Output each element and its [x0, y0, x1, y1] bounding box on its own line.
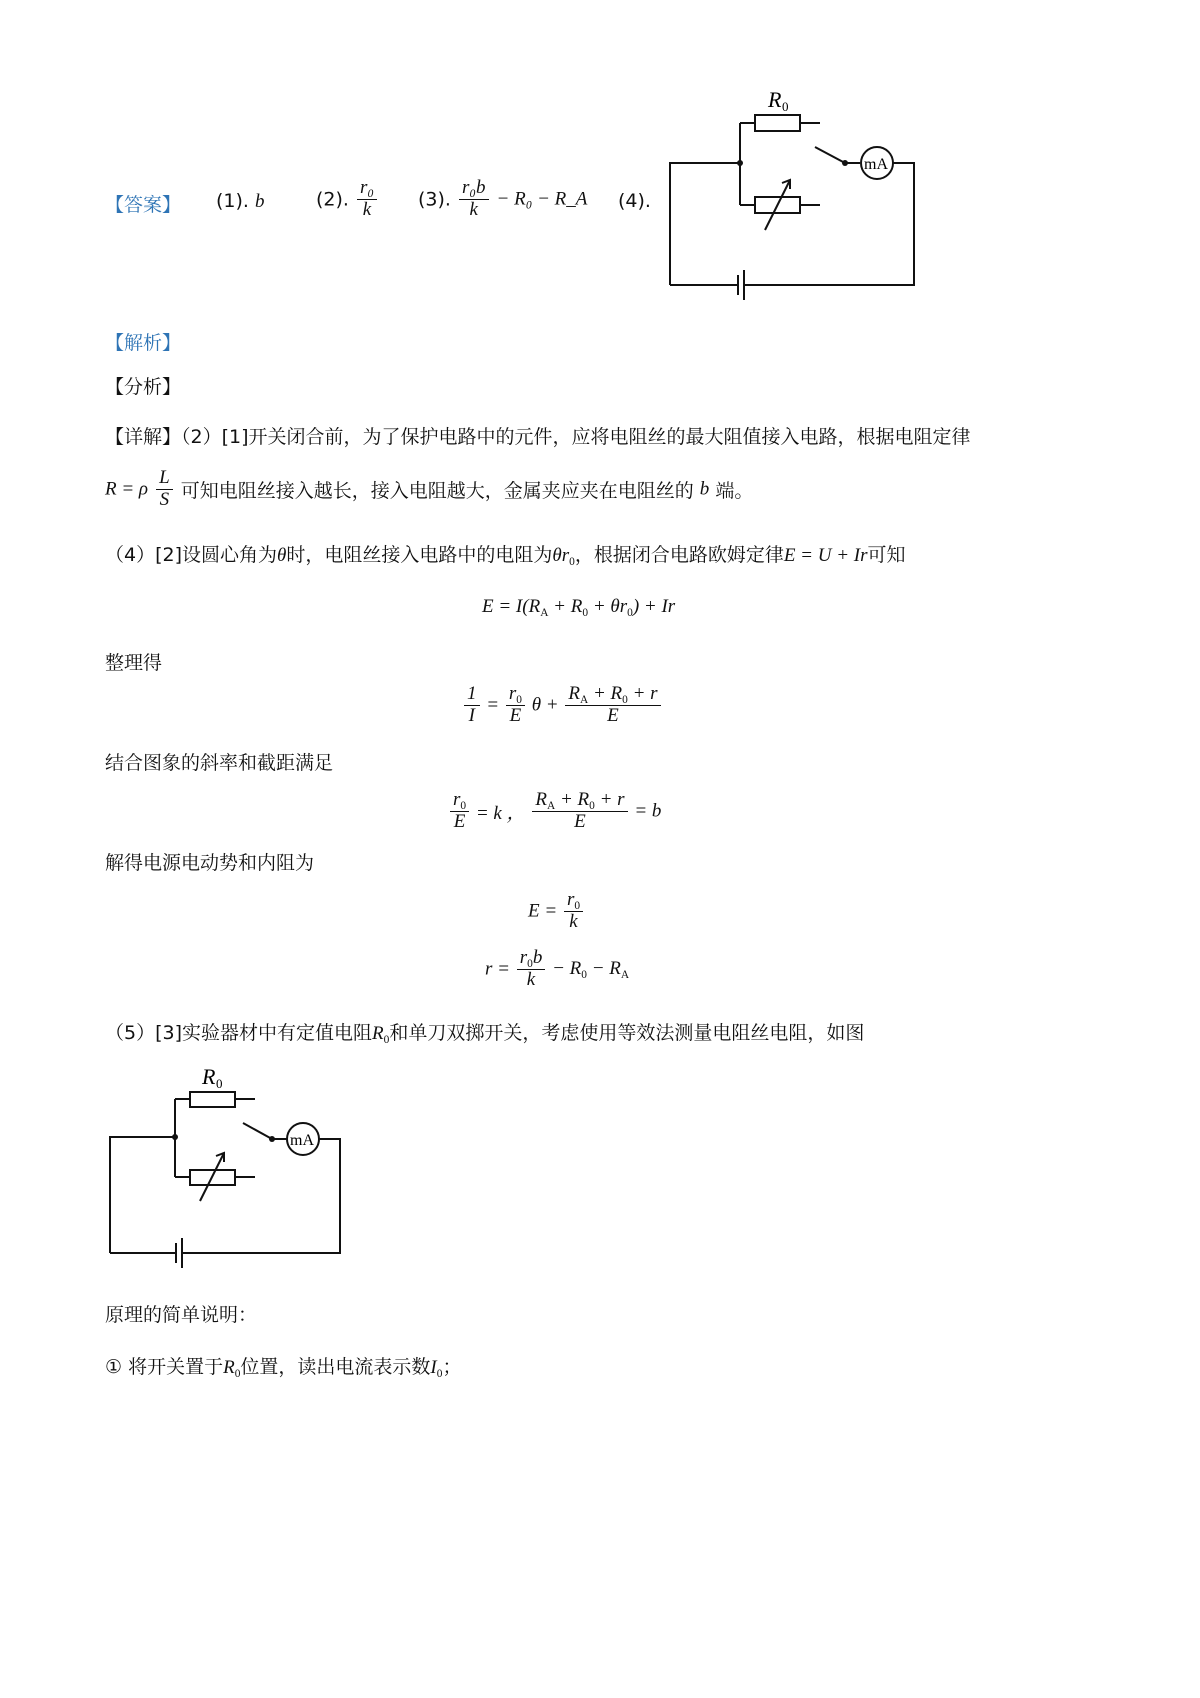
equation-slope-intercept: $\frac{r_0}{E}$ = k ， $\frac{R_A + R_0 + r}{E}$ = b [448, 790, 661, 833]
step-1c: ； [442, 1356, 462, 1378]
meter-label: mA [864, 156, 888, 173]
meter-label-2: mA [290, 1132, 314, 1149]
detail-p1 [105, 422, 971, 449]
rheostat-arrow [765, 180, 790, 230]
detail-p2c: ，根据闭合电路欧姆定律 [574, 544, 784, 566]
answer-3-fraction [459, 178, 489, 221]
equation-ohm: $E = I(R_A + R_0 + \theta r_0) + Ir$ [482, 596, 676, 619]
equation-reciprocal: $\frac{1}{I}$ = $\frac{r_0}{E}$ θ + $\frac{R_A + R_0 + r}{E}$ [462, 684, 663, 727]
equation-emf: E = $\frac{r_0}{k}$ [528, 890, 585, 933]
detail-p2: （4）[2]设圆心角为θ时，电阻丝接入电路中的电阻为$\theta r_0$，根据闭合电路欧姆定律E = U + Ir可知 [105, 544, 906, 568]
step-1a: ① 将开关置于 [105, 1356, 224, 1378]
detail-p5: （5）[3]实验器材中有定值电阻$R_0$和单刀双掷开关，考虑使用等效法测量电阻丝电阻，如图 [105, 1022, 865, 1046]
detail-label: 【详解】 [105, 426, 182, 448]
answer-3-tail: − R₀ − R_A [496, 188, 588, 210]
fenxi-label: 【分析】 [105, 376, 182, 398]
detail-p1b-end: 端。 [715, 479, 754, 502]
detail-p5b: 和单刀双掷开关，考虑使用等效法测量电阻丝电阻，如图 [389, 1022, 865, 1044]
answer-1 [216, 190, 265, 213]
answer-2-index: (2). [316, 188, 349, 211]
detail-p1-text: （2）[1]开关闭合前，为了保护电路中的元件，应将电阻丝的最大阻值接入电路，根据电阻定律 [181, 426, 971, 448]
detail-p2d: 可知 [867, 544, 906, 566]
analysis-label: 【解析】 [105, 332, 182, 354]
detail-p1b-text: 可知电阻丝接入越长，接入电阻越大，金属夹应夹在电阻丝的 [180, 479, 694, 502]
r0-label: R [768, 87, 782, 112]
detail-p2-text: （4）[2]设圆心角为 [105, 544, 278, 566]
answer-label: 【答案】 [105, 194, 182, 216]
detail-p1b: R = ρ $\frac{L}{S}$ 可知电阻丝接入越长，接入电阻越大，金属夹应夹在电阻丝的 b 端。 [105, 467, 754, 510]
answer-2-numerator: r₀ [357, 178, 377, 200]
resistance-fraction: $\frac{L}{S}$ [156, 468, 173, 511]
switch-blade [815, 147, 845, 163]
resistor-r0 [755, 115, 800, 131]
step-1: ① 将开关置于$R_0$位置，读出电流表示数$I_0$； [105, 1356, 462, 1380]
yuanli-text: 原理的简单说明： [105, 1304, 258, 1326]
step-1b: 位置，读出电流表示数 [240, 1356, 431, 1378]
answer-1-index: (1). [216, 190, 249, 212]
circuit-diagram-top [660, 85, 930, 310]
detail-p5-text: （5）[3]实验器材中有定值电阻 [105, 1022, 373, 1044]
answer-2-fraction [357, 178, 377, 221]
detail-p2b: 时，电阻丝接入电路中的电阻为 [286, 544, 553, 566]
answer-2-denominator: k [362, 198, 372, 220]
answer-3-numerator: r₀b [459, 178, 489, 200]
r0-sub-2: 0 [216, 1076, 223, 1091]
answer-3-denominator: k [469, 198, 478, 220]
circuit-diagram-bottom [100, 1065, 370, 1290]
answer-4-index: (4). [618, 190, 651, 212]
answer-3-index: (3). [418, 188, 451, 211]
zhengli-text: 整理得 [105, 652, 163, 674]
r0-label-2: R [202, 1065, 216, 1089]
equation-internal-resistance: r = $\frac{r_0b}{k}$ − $R_0 - R_A$ [485, 947, 630, 990]
r0-sub: 0 [782, 99, 789, 114]
jiede-text: 解得电源电动势和内阻为 [105, 852, 315, 874]
jiehe-text: 结合图象的斜率和截距满足 [105, 752, 334, 774]
answer-1-value: b [255, 191, 265, 212]
left-wire [670, 163, 740, 285]
right-wire [744, 163, 914, 285]
answer-3 [418, 178, 587, 221]
answer-2 [316, 178, 379, 221]
